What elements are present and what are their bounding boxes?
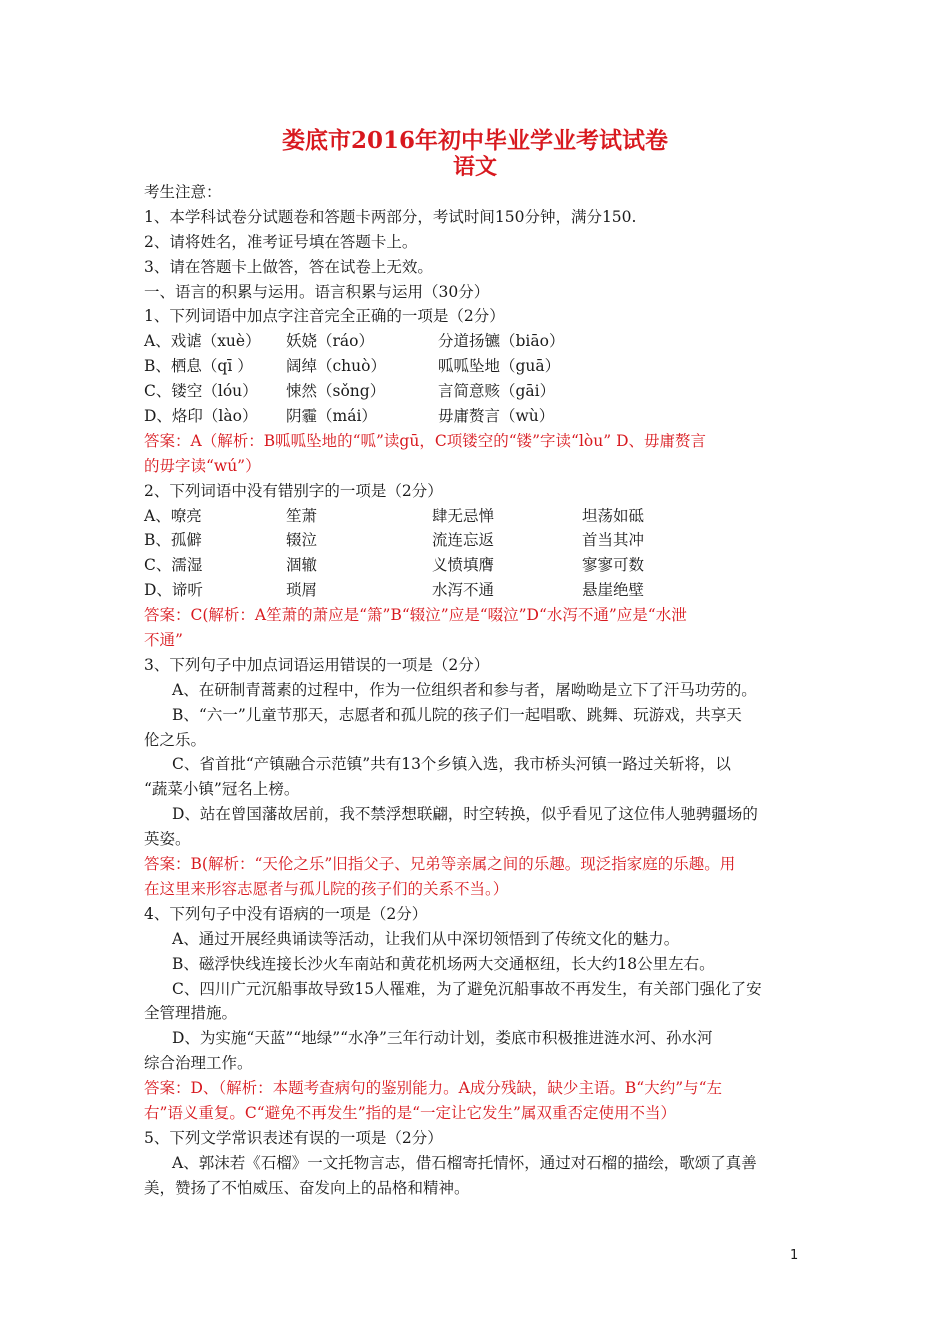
option-item: D、烙印（lào） [144,407,258,426]
notice-item: 1、本学科试卷分试题卷和答题卡两部分，考试时间150分钟，满分150. [144,207,637,226]
question-4-option-a: A、通过开展经典诵读等活动，让我们从中深切领悟到了传统文化的魅力。 [172,929,680,948]
option-item: 呱呱坠地（guā） [438,357,561,376]
question-5-stem: 5、下列文学常识表述有误的一项是（2分） [144,1128,443,1147]
option-item: 琐屑 [286,581,318,600]
question-3-answer: 在这里来形容志愿者与孤儿院的孩子们的关系不当。） [144,879,509,898]
exam-body [144,180,804,1201]
question-1-option-b [144,354,804,379]
question-4-answer: 右”语义重复。C“避免不再发生”指的是“一定让它发生”属双重否定使用不当） [144,1103,676,1122]
section-heading: 一、语言的积累与运用。语言积累与运用（30分） [144,282,490,301]
question-1-option-c [144,379,804,404]
option-item: B、栖息（qī ） [144,357,253,376]
option-item: 义愤填膺 [432,556,495,575]
option-item: 笙萧 [286,506,318,525]
option-item: 辍泣 [286,531,318,550]
question-4-option-c: C、四川广元沉船事故导致15人罹难，为了避免沉船事故不再发生，有关部门强化了安 [172,979,762,998]
option-item: 水泻不通 [432,581,495,600]
question-3-option-c-cont: “蔬菜小镇”冠名上榜。 [144,780,300,799]
question-3-option-a: A、在研制青蒿素的过程中，作为一位组织者和参与者，屠呦呦是立下了汗马功劳的。 [172,680,757,699]
option-item: 妖娆（ráo） [286,332,374,351]
option-item: 首当其冲 [582,531,645,550]
question-2-stem: 2、下列词语中没有错别字的一项是（2分） [144,481,443,500]
question-1-option-d [144,404,804,429]
option-item: 悬崖绝壁 [582,581,645,600]
option-item: 阔绰（chuò） [286,357,386,376]
question-1-stem: 1、下列词语中加点字注音完全正确的一项是（2分） [144,307,505,326]
option-item: 坦荡如砥 [582,506,645,525]
page-number: 1 [790,1248,799,1263]
question-1-answer: 答案：A（解析：B呱呱坠地的“呱”读gū，C项镂空的“镂”字读“lòu” D、毋庸赘言 [144,431,707,450]
question-4-answer: 答案：D、（解析：本题考查病句的鉴别能力。A成分残缺，缺少主语。B“大约”与“左 [144,1079,723,1098]
exam-title: 娄底市2016年初中毕业学业考试试卷 [281,127,668,154]
question-3-option-d: D、站在曾国藩故居前，我不禁浮想联翩，时空转换，似乎看见了这位伟人驰骋疆场的 [172,805,758,824]
question-3-option-b-cont: 伦之乐。 [144,730,207,749]
notice-item: 2、请将姓名，准考证号填在答题卡上。 [144,232,418,251]
option-item: D、谛听 [144,581,203,600]
question-4-stem: 4、下列句子中没有语病的一项是（2分） [144,904,428,923]
option-item: B、孤僻 [144,531,202,550]
question-4-option-d-cont: 综合治理工作。 [144,1054,253,1073]
question-2-option-d [144,578,804,603]
option-item: 流连忘返 [432,531,495,550]
option-item: 悚然（sǒng） [286,382,386,401]
question-1-option-a [144,329,804,354]
question-4-option-b: B、磁浮快线连接长沙火车南站和黄花机场两大交通枢纽，长大约18公里左右。 [172,954,715,973]
question-5-option-a: A、郭沫若《石榴》一文托物言志，借石榴寄托情怀，通过对石榴的描绘，歌颂了真善 [172,1153,757,1172]
question-4-option-d: D、为实施“天蓝”“地绿”“水净”三年行动计划，娄底市积极推进涟水河、孙水河 [172,1029,713,1048]
question-2-option-c [144,553,804,578]
option-item: 寥寥可数 [582,556,645,575]
question-2-answer: 答案：C(解析：A笙萧的萧应是“箫”B“辍泣”应是“啜泣”D“水泻不通”应是“水泄 [144,606,687,625]
question-3-stem: 3、下列句子中加点词语运用错误的一项是（2分） [144,655,490,674]
option-item: 肆无忌惮 [432,506,495,525]
option-item: A、嘹亮 [144,506,202,525]
question-3-option-d-cont: 英姿。 [144,830,191,849]
question-3-option-b: B、“六一”儿童节那天，志愿者和孤儿院的孩子们一起唱歌、跳舞、玩游戏，共享天 [172,705,742,724]
option-item: 毋庸赘言（wù） [438,407,555,426]
option-item: A、戏谑（xuè） [144,332,261,351]
option-item: 涸辙 [286,556,318,575]
option-item: C、镂空（lóu） [144,382,258,401]
question-1-answer: 的毋字读“wú”） [144,456,261,475]
question-4-option-c-cont: 全管理措施。 [144,1004,238,1023]
question-2-option-a [144,504,804,529]
notice-item: 3、请在答题卡上做答，答在试卷上无效。 [144,257,433,276]
question-5-option-a-cont: 美，赞扬了不怕威压、奋发向上的品格和精神。 [144,1178,470,1197]
question-3-answer: 答案：B(解析：“天伦之乐”旧指父子、兄弟等亲属之间的乐趣。现泛指家庭的乐趣。用 [144,855,736,874]
option-item: 分道扬镳（biāo） [438,332,565,351]
exam-subject: 语文 [452,154,497,180]
question-2-option-b [144,528,804,553]
option-item: 阴霾（mái） [286,407,377,426]
option-item: C、濡湿 [144,556,203,575]
question-2-answer: 不通” [144,631,183,650]
notice-heading: 考生注意： [144,183,222,201]
question-3-option-c: C、省首批“产镇融合示范镇”共有13个乡镇入选，我市桥头河镇一路过关斩将，以 [172,755,731,774]
option-item: 言简意赅（gāi） [438,382,556,401]
